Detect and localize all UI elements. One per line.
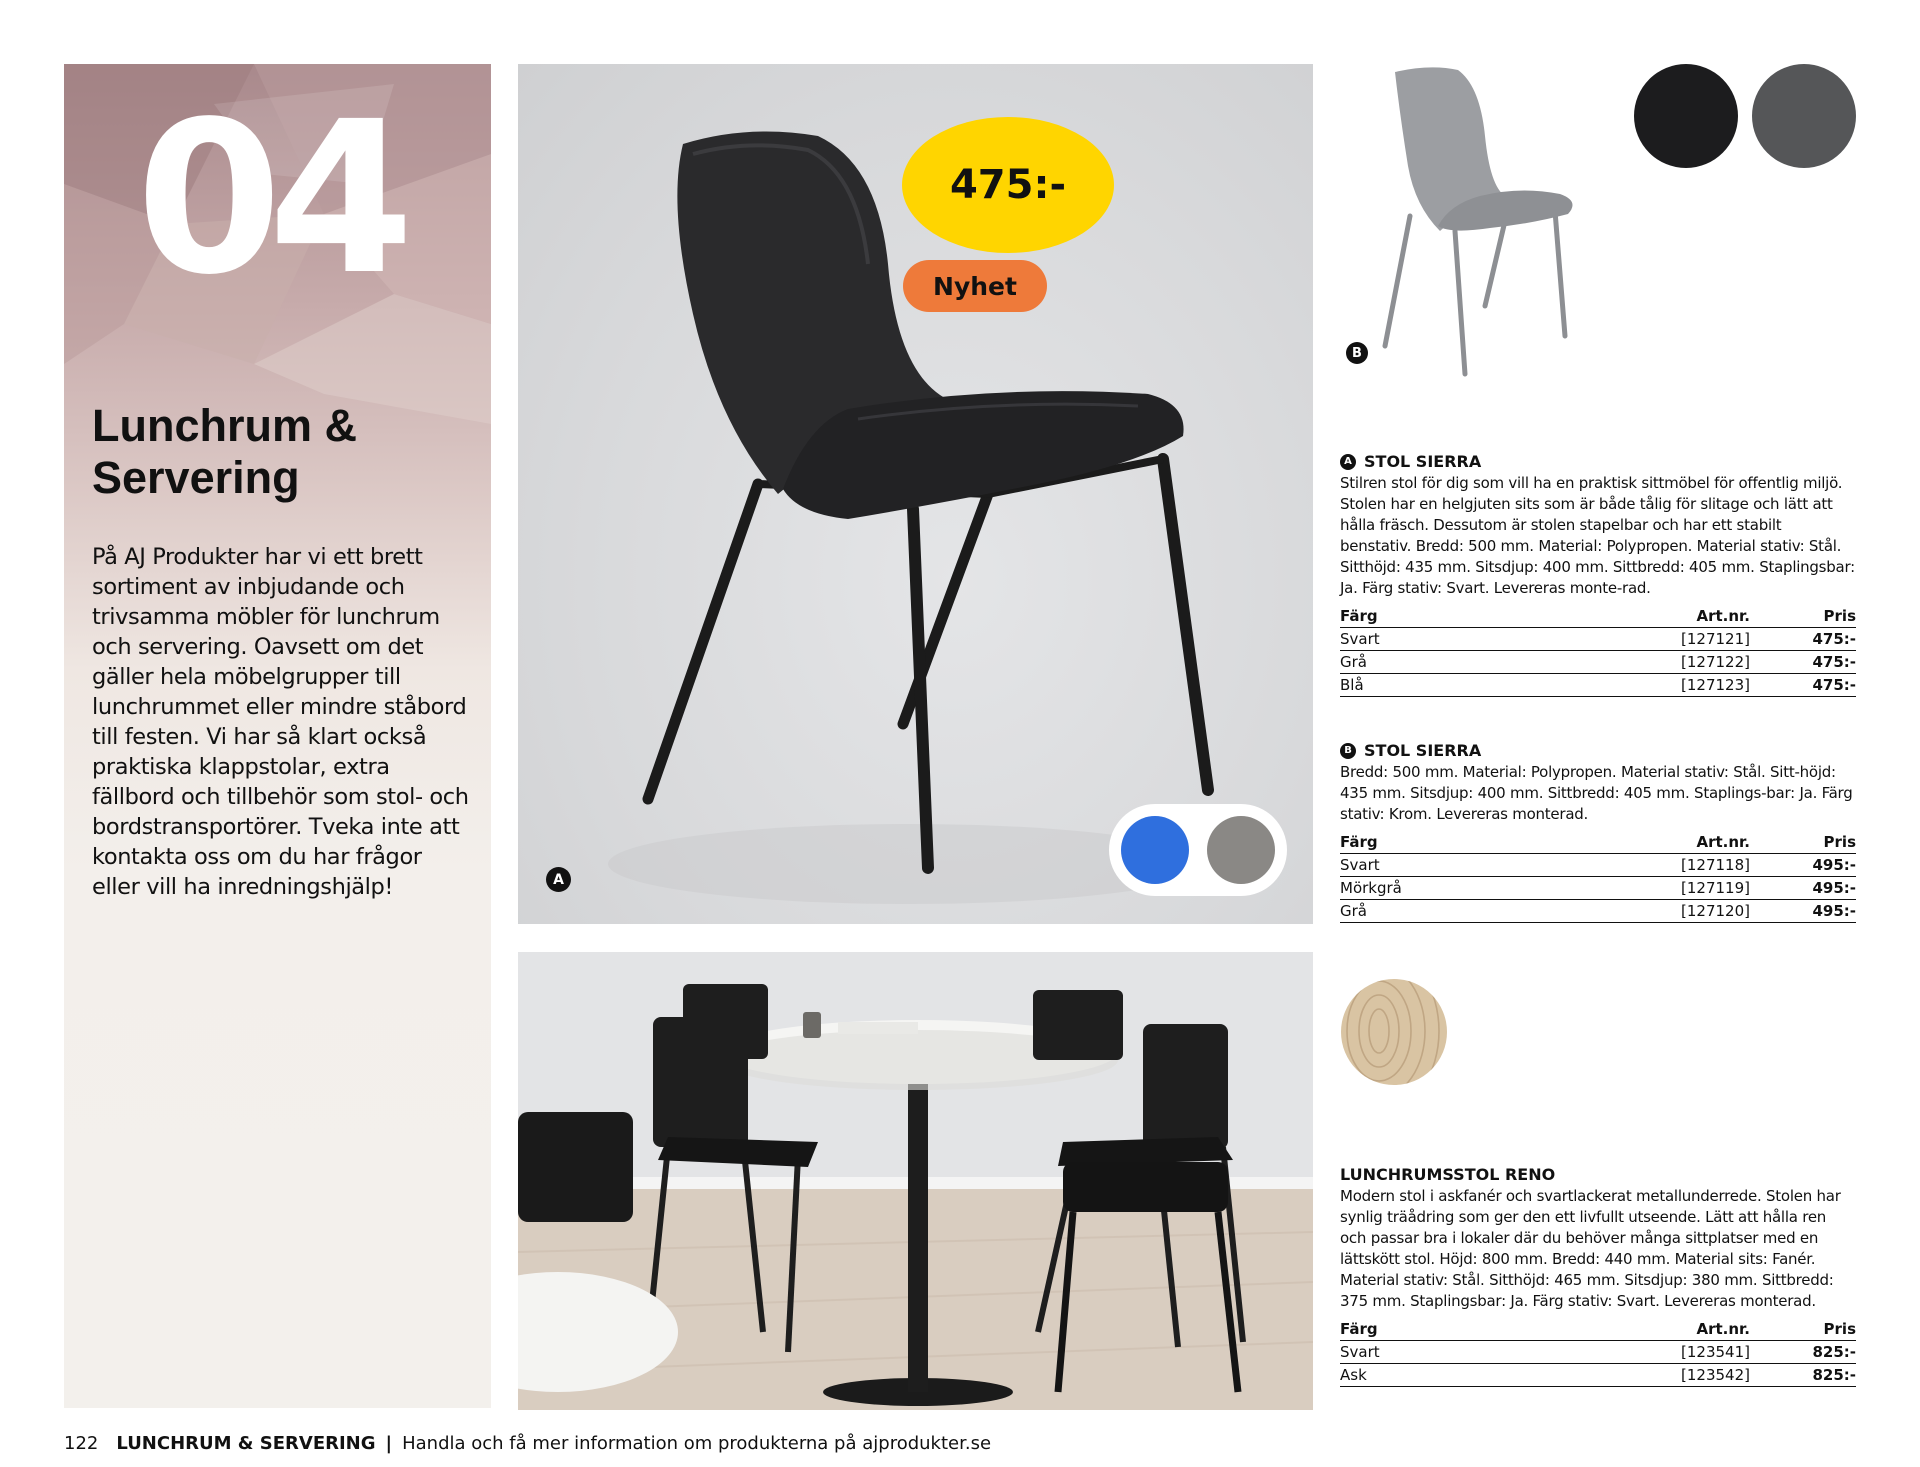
price-column-header: Pris [1750,605,1856,627]
product-a-table [1340,605,1856,697]
row-art: [127118] [1630,853,1750,876]
row-color: Mörkgrå [1340,876,1630,899]
table-row [1340,853,1856,876]
product-b-name: STOL SIERRA [1364,741,1482,760]
row-color: Grå [1340,899,1630,922]
product-a-info [1340,452,1856,697]
color-swatch-blue[interactable] [1121,816,1189,884]
row-color: Svart [1340,853,1630,876]
row-price: 495:- [1750,899,1856,922]
color-swatches [1109,804,1287,896]
price-badge: 475:- [902,117,1114,253]
art-column-header: Art.nr. [1630,831,1750,853]
row-art: [123541] [1630,1340,1750,1363]
row-color: Grå [1340,650,1630,673]
new-badge: Nyhet [903,260,1047,312]
color-column-header: Färg [1340,831,1630,853]
category-panel [64,64,491,1408]
row-price: 475:- [1750,627,1856,650]
product-marker-a: A [546,867,571,892]
product-marker-b: B [1346,342,1368,364]
row-art: [127122] [1630,650,1750,673]
product-a-heading [1340,452,1856,472]
row-price: 495:- [1750,876,1856,899]
chapter-number: 04 [136,76,401,321]
product-reno-table [1340,1318,1856,1387]
product-a-description: Stilren stol för dig som vill ha en praktisk sittmöbel för offentlig miljö. Stolen har en helgjuten sits som är både tålig för slitage och lätt att hålla fräsch. Dessutom är stolen stapelbar och har ett stabilt benstativ. Bredd: 500 mm. Material: Polypropen. Material stativ: Stål. Sitthöjd: 435 mm. Sitsdjup: 400 mm. Sittbredd: 405 mm. Staplingsbar: Ja. Färg stativ: Svart. Levereras monte-rad. [1340,474,1855,597]
product-reno-heading [1340,1165,1856,1185]
price-column-header: Pris [1750,831,1856,853]
footer-section: LUNCHRUM & SERVERING [116,1432,376,1454]
row-art: [123542] [1630,1363,1750,1386]
table-row [1340,1363,1856,1386]
color-swatch-dark-grey[interactable] [1752,64,1856,168]
row-price: 475:- [1750,650,1856,673]
page-number: 122 [64,1432,99,1454]
footer-separator: | [385,1432,393,1454]
product-a-name: STOL SIERRA [1364,452,1482,471]
row-color: Ask [1340,1363,1630,1386]
row-art: [127120] [1630,899,1750,922]
page-footer [64,1430,991,1456]
table-row [1340,627,1856,650]
product-b-heading [1340,741,1856,761]
product-b-table [1340,831,1856,923]
art-column-header: Art.nr. [1630,605,1750,627]
intro-text: På AJ Produkter har vi ett brett sortiment av inbjudande och trivsamma möbler för lunchrum och servering. Oavsett om det gäller hela möbelgrupper till lunchrummet eller mindre ståbord till festen. Vi har så klart också praktiska klappstolar, extra fällbord och tillbehör som stol- och bordstransportörer. Tveka inte att kontakta oss om du har frågor eller vill ha inredningshjälp! [92,544,469,900]
table-row [1340,876,1856,899]
hero-product-image [518,64,1313,924]
color-swatch-grey[interactable] [1207,816,1275,884]
lunchroom-illustration [518,952,1313,1410]
color-swatch-ash-wood[interactable] [1341,979,1447,1085]
row-price: 825:- [1750,1363,1856,1386]
row-art: [127123] [1630,673,1750,696]
product-b-info [1340,741,1856,923]
price-column-header: Pris [1750,1318,1856,1340]
product-reno-description: Modern stol i askfanér och svartlackerat metallunderrede. Stolen har synlig träådring som ger den ett livfullt utseende. Lätt att hålla ren och passar bra i lokaler där du behöver många sittplatser med en lättskött stol. Höjd: 800 mm. Bredd: 440 mm. Material sits: Fanér. Material stativ: Stål. Sitthöjd: 465 mm. Sitsdjup: 380 mm. Sittbredd: 375 mm. Staplingsbar: Ja. Färg stativ: Svart. Levereras monterad. [1340,1187,1841,1310]
row-color: Svart [1340,627,1630,650]
row-art: [127119] [1630,876,1750,899]
row-color: Blå [1340,673,1630,696]
lunchroom-photo [518,952,1313,1410]
chair-b-image [1340,56,1620,380]
row-price: 825:- [1750,1340,1856,1363]
table-row [1340,1340,1856,1363]
row-art: [127121] [1630,627,1750,650]
table-row [1340,899,1856,922]
product-reno-name: LUNCHRUMSSTOL RENO [1340,1165,1556,1184]
table-row [1340,650,1856,673]
row-color: Svart [1340,1340,1630,1363]
wood-grain-icon [1341,979,1447,1085]
row-price: 495:- [1750,853,1856,876]
color-column-header: Färg [1340,605,1630,627]
row-price: 475:- [1750,673,1856,696]
color-column-header: Färg [1340,1318,1630,1340]
footer-text: Handla och få mer information om produkterna på ajprodukter.se [402,1432,992,1454]
page-title: Lunchrum & Servering [92,400,357,503]
product-b-description: Bredd: 500 mm. Material: Polypropen. Material stativ: Stål. Sitt-höjd: 435 mm. Sitsdjup: 400 mm. Sittbredd: 405 mm. Staplings-bar: Ja. Färg stativ: Krom. Levereras monterad. [1340,763,1853,823]
letter-marker: B [1340,743,1356,759]
grey-chair-illustration [1340,56,1620,380]
table-row [1340,673,1856,696]
product-reno-info [1340,1165,1856,1387]
art-column-header: Art.nr. [1630,1318,1750,1340]
color-swatch-black[interactable] [1634,64,1738,168]
letter-marker: A [1340,454,1356,470]
